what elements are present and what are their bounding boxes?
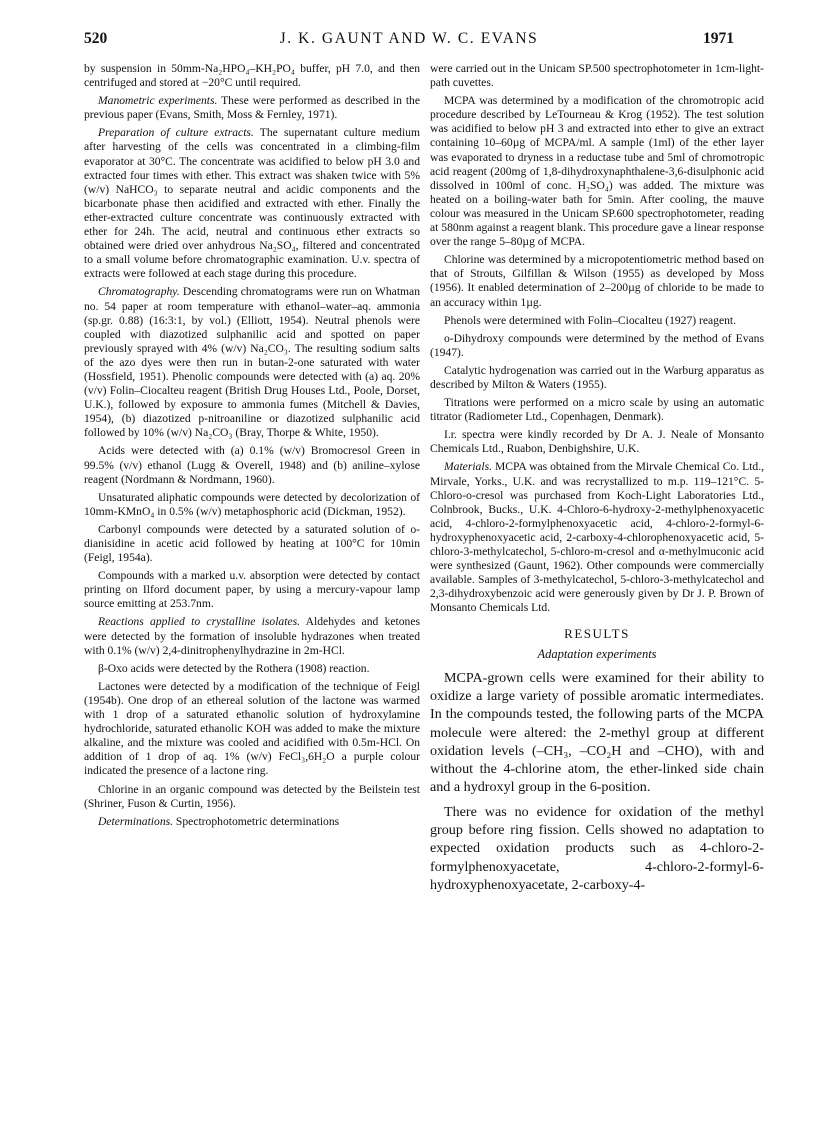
paragraph-titrations: Titrations were performed on a micro scale by using an automatic titrator (Radiometer Ltd., Copenhagen, Denmark). <box>430 396 764 424</box>
section-title-results: RESULTS <box>564 626 630 642</box>
paragraph-results-1: MCPA-grown cells were examined for their ability to oxidize a large variety of possible aromatic intermediates. In the compounds tested, the following parts of the MCPA molecule were altered: the 2-methyl group at different oxidation levels (–CH₃, –CO₂H and –CHO), with and without the 4-chlorine atom, the ether-linked side chain and a hydroxyl group in the 6-position. <box>430 669 764 796</box>
paragraph-spectrophotometer: were carried out in the Unicam SP.500 spectrophotometer in 1cm-light-path cuvettes. <box>430 62 764 90</box>
results-body <box>430 669 764 895</box>
heading-manometric: Manometric experiments. <box>98 94 218 108</box>
page-number: 520 <box>84 30 108 47</box>
paragraph-materials: Materials. MCPA was obtained from the Mirvale Chemical Co. Ltd., Mirvale, Yorks., U.K. and was recrystallized to m.p. 119–121°C. 5-Chloro-o-cresol was purchased from Koch-Light Laboratories Ltd., Colnbrook, Bucks., U.K. 4-Chloro-6-hydroxy-2-methylphenoxyacetic acid, 4-chloro-2-formylphenoxyacetic acid, 4-chloro-2-formyl-6-hydroxyphenoxyacetic acid, 2-carboxy-4-chlorophenoxyacetic acid, 5-chloro-3-methylcatechol, 5-chloro-m-cresol and α-methylmuconic acid were synthesized (Gaunt, 1962). Other compounds were commercially available. Samples of 3-methylcatechol, 5-chloro-3-methylcatechol and 2,3-dihydroxybenzoic acid were generously given by Dr J. P. Brown of Monsanto Chemicals Ltd. <box>430 460 764 615</box>
heading-culture-extracts: Preparation of culture extracts. <box>98 126 254 140</box>
paragraph-results-2: There was no evidence for oxidation of the methyl group before ring fission. Cells showed no adaptation to expected oxidation products such as 4-chloro-2-formylphenoxyacetate, 4-chloro-2-formyl-6-hydroxyphenoxyacetate, 2-carboxy-4- <box>430 803 764 893</box>
paragraph-carbonyl: Carbonyl compounds were detected by a saturated solution of o-dianisidine in acetic acid followed by heating at 100°C for 10min (Feigl, 1954a). <box>84 522 420 565</box>
paragraph-buffer: by suspension in 50mm-Na₂HPO₄–KH₂PO₄ buffer, pH 7.0, and then centrifuged and stored at −20°C until required. <box>84 62 420 90</box>
heading-chromatography: Chromatography. <box>98 285 180 299</box>
year: 1971 <box>703 30 734 47</box>
heading-crystalline-isolates: Reactions applied to crystalline isolates. <box>98 615 300 629</box>
paragraph-culture-extracts: Preparation of culture extracts. The supernatant culture medium after harvesting of the cells was concentrated in a climbing-film evaporator at 30°C. The concentrate was acidified to below pH 3.0 and extracted four times with ether. This extract was shaken twice with 5% (w/v) NaHCO₃ to separate neutral and acidic components and the bicarbonate phase then acidified and extracted with ether. Finally the ether-extracted culture concentrate was continuously extracted with ether for 24h. The acid, neutral and continuous ether extracts so obtained were dried over anhydrous Na₂SO₄, filtered and concentrated to a small volume before chromatographic examination. U.v. spectra of extracts were followed at each stage during this procedure. <box>84 126 420 281</box>
paragraph-lactones: Lactones were detected by a modification of the technique of Feigl (1954b). One drop of an ethereal solution of the lactone was warmed with 1 drop of a saturated ethanolic solution of hydroxylamine hydrochloride, saturated ethanolic KOH was added to make the mixture alkaline, and the mixture was cooled and acidified with 0.5m-HCl. On addition of 1 drop of aq. 1% (w/v) FeCl₃,6H₂O a purple colour indicated the presence of a lactone ring. <box>84 679 420 778</box>
paragraph-uv-absorption: Compounds with a marked u.v. absorption were detected by contact printing on Ilford document paper, by using a mercury-vapour lamp source emitting at 253.7nm. <box>84 569 420 611</box>
paragraph-manometric: Manometric experiments. These were performed as described in the previous paper (Evans, Smith, Moss & Fernley, 1971). <box>84 94 420 122</box>
running-authors: J. K. GAUNT AND W. C. EVANS <box>279 30 539 47</box>
paragraph-acids: Acids were detected with (a) 0.1% (w/v) Bromocresol Green in 99.5% (v/v) ethanol (Lugg & Overell, 1948) and (b) aniline–xylose reagent (Nordmann & Nordmann, 1960). <box>84 444 420 486</box>
paragraph-mcpa-determination: MCPA was determined by a modification of the chromotropic acid procedure described by LeTourneau & Krog (1952). The test solution was acidified to below pH 3 and extracted into ether to give an extract containing 10–60µg of MCPA/ml. A sample (1ml) of the ether layer was evaporated to dryness in a reductase tube and 5ml of chromotropic acid reagent (200mg of 1,8-dihydroxynaphthalene-3,6-disulphonic acid dissolved in 100ml of conc. H₂SO₄) was added. The mixture was heated on a boiling-water bath for 5min. After cooling, the mauve colour was measured in the Unicam SP.600 spectrophotometer, reading at 580nm against a reagent blank. This procedure gave a linear response over the range 5–80µg of MCPA. <box>430 94 764 249</box>
subsection-title-adaptation: Adaptation experiments <box>537 646 657 661</box>
heading-materials: Materials. <box>444 460 492 474</box>
paragraph-chromatography: Chromatography. Descending chromatograms were run on Whatman no. 54 paper at room temperature with ethanol–water–aq. ammonia (sp.gr. 0.88) (16:3:1, by vol.) (Elliott, 1954). Neutral phenols were coupled with diazotized sulphanilic acid and spotted on paper previously sprayed with 4% (w/v) Na₂CO₃. The resulting sodium salts of the azo dyes were then run in butan-2-one saturated with water (Hossfield, 1951). Phenolic compounds were detected with (a) aq. 20% (v/v) Folin–Ciocalteu reagent (British Drug Houses Ltd., Poole, Dorset, U.K.), followed by exposure to ammonia fumes (Mitchell & Davies, 1954), (b) diazotized p-nitroaniline or diazotized sulphanilic acid followed by 10% (w/v) Na₂CO₃ (Bray, Thorpe & White, 1950). <box>84 285 420 440</box>
paragraph-ir-spectra: I.r. spectra were kindly recorded by Dr A. J. Neale of Monsanto Chemicals Ltd., Ruabon, Denbighshire, U.K. <box>430 428 764 456</box>
paragraph-determinations: Determinations. Spectrophotometric determinations <box>98 814 340 828</box>
running-header <box>84 30 734 54</box>
paragraph-chlorine-test: Chlorine in an organic compound was detected by the Beilstein test (Shriner, Fuson & Curtin, 1956). <box>84 782 420 810</box>
paragraph-oxo-acids: β-Oxo acids were detected by the Rothera (1908) reaction. <box>98 661 370 675</box>
paragraph-hydrogenation: Catalytic hydrogenation was carried out in the Warburg apparatus as described by Milton & Waters (1955). <box>430 363 764 391</box>
heading-determinations: Determinations. <box>98 814 174 828</box>
paragraph-phenols: Phenols were determined with Folin–Ciocalteu (1927) reagent. <box>444 313 737 327</box>
paragraph-chlorine-determination: Chlorine was determined by a micropotentiometric method based on that of Strouts, Gilfillan & Wilson (1955) as developed by Moss (1956). It enabled determination of 2–200µg of chloride to be made to an accuracy within 1µg. <box>430 253 764 309</box>
right-column <box>430 62 764 900</box>
paragraph-unsaturated: Unsaturated aliphatic compounds were detected by decolorization of 10mm-KMnO₄ in 0.5% (w/v) metaphosphoric acid (Dickman, 1952). <box>84 490 420 518</box>
paragraph-dihydroxy: o-Dihydroxy compounds were determined by the method of Evans (1947). <box>430 331 764 359</box>
left-column <box>84 62 420 833</box>
paragraph-crystalline-isolates: Reactions applied to crystalline isolates. Aldehydes and ketones were detected by the formation of insoluble hydrazones when treated with 0.1% (w/v) 2,4-dinitrophenylhydrazine in 2m-HCl. <box>84 615 421 657</box>
